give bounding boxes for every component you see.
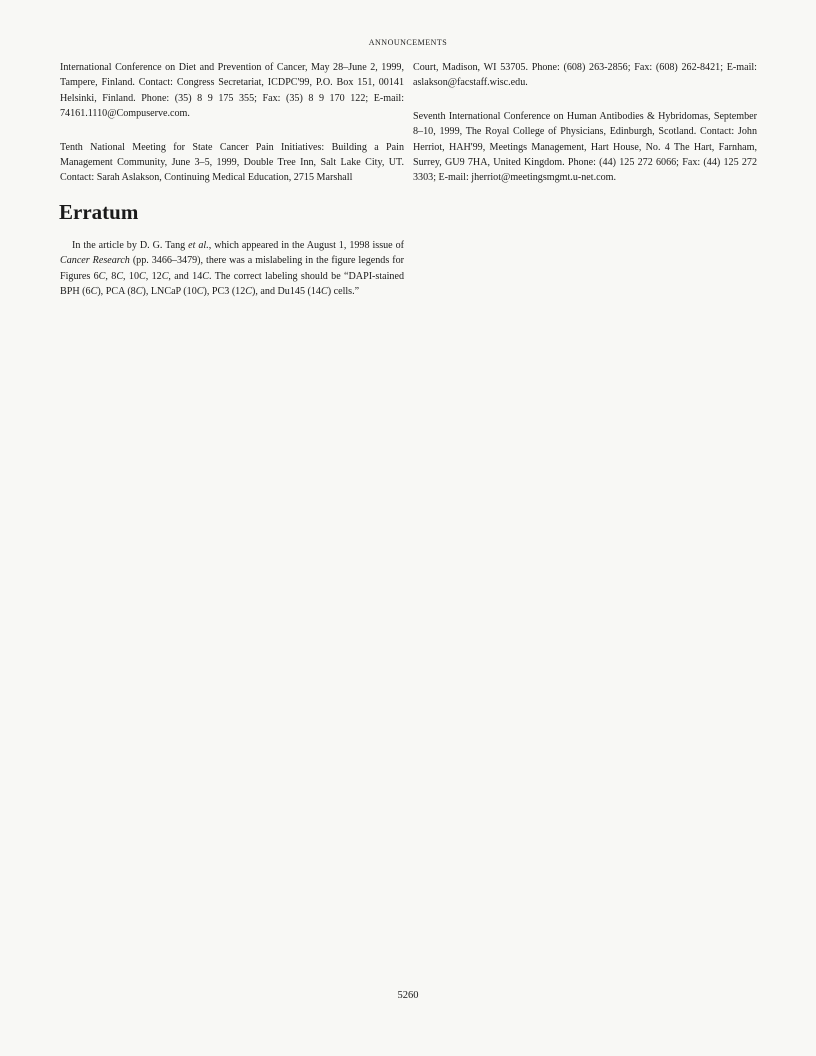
running-header: ANNOUNCEMENTS [368, 38, 448, 47]
announcement-antibodies-hybridomas-conference: Seventh International Conference on Human Antibodies & Hybridomas, September 8–10, 1999, The Royal College of Physicians, Edinburgh, Scotland. Contact: John Herriot, HAH'99, Meetings Management, Hart House, No. 4 The Hart, Farnham, Surrey, GU9 7HA, United Kingdom. Phone: (44) 125 272 6066; Fax: (44) 125 272 3303; E-mail: jherriot@meetingsmgmt.u-net.com. [413, 110, 757, 184]
announcement-diet-prevention-conference: International Conference on Diet and Prevention of Cancer, May 28–June 2, 1999, Tampere, Finland. Contact: Congress Secretariat, ICDPC'99, P.O. Box 151, 00141 Helsinki, Finland. Phone: (35) 8 9 175 355; Fax: (35) 8 9 170 122; E-mail: 74161.1110@Compuserve.com. [60, 62, 404, 120]
announcements-left-column [60, 60, 404, 204]
erratum-heading: Erratum [59, 200, 139, 224]
erratum-text: In the article by D. G. Tang et al., which appeared in the August 1, 1998 issue of Cancer Research (pp. 3466–3479), there was a mislabeling in the figure legends for Figures 6C, 8C, 10C, 12C, and 14C. The correct labeling should be “DAPI-stained BPH (6C), PCA (8C), LNCaP (10C), PC3 (12C), and Du145 (14C) cells.” [60, 240, 405, 298]
announcement-cancer-pain-meeting-continued: Court, Madison, WI 53705. Phone: (608) 263-2856; Fax: (608) 262-8421; E-mail: aslakson@facstaff.wisc.edu. [413, 62, 757, 89]
announcement-cancer-pain-meeting: Tenth National Meeting for State Cancer Pain Initiatives: Building a Pain Management Community, June 3–5, 1999, Double Tree Inn, Salt Lake City, UT. Contact: Sarah Aslakson, Continuing Medical Education, 2715 Marshall [60, 141, 404, 184]
page-number: 5260 [397, 990, 419, 1001]
announcements-right-column [413, 60, 757, 204]
